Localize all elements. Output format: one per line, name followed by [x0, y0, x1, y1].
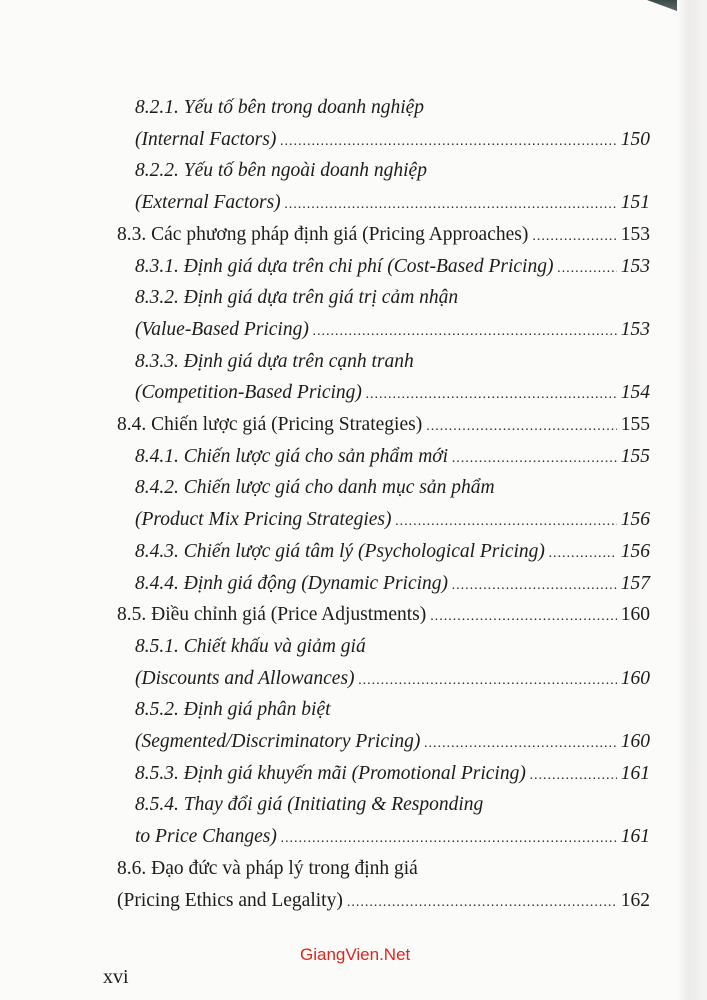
toc-entry-line	[135, 663, 650, 695]
toc-entry-title: 8.5.2. Định giá phân biệt	[135, 699, 331, 721]
toc-page-number: 157	[620, 572, 650, 594]
toc-entry-line	[135, 377, 650, 409]
toc-page-number: 161	[620, 762, 650, 784]
dot-leader	[426, 411, 617, 443]
toc-entry-title: 8.5.4. Thay đổi giá (Initiating & Responding	[135, 794, 484, 816]
toc-page-number: 161	[620, 826, 650, 848]
toc-page-number: 155	[620, 414, 650, 435]
toc-entry-line	[117, 219, 650, 251]
toc-entry-line	[135, 92, 650, 124]
toc-entry-title: (External Factors)	[135, 192, 281, 214]
toc-entry-line	[135, 441, 650, 473]
toc-page-number: 160	[620, 731, 650, 752]
toc-page-number: 162	[620, 889, 650, 911]
toc-entry-title: (Segmented/Discriminatory Pricing)	[135, 731, 421, 752]
dot-leader	[452, 570, 617, 602]
toc-entry-line	[135, 472, 650, 504]
dot-leader	[281, 823, 617, 855]
dot-leader	[313, 316, 617, 348]
toc-entry-title: 8.3. Các phương pháp định giá (Pricing Approaches)	[117, 223, 529, 245]
toc-entry-line	[135, 187, 650, 219]
toc-entry-line	[135, 504, 650, 536]
toc-page-number: 150	[620, 128, 650, 150]
toc-entry-title: (Pricing Ethics and Legality)	[117, 889, 343, 911]
toc-entry-line	[135, 758, 650, 790]
dot-leader	[530, 760, 617, 792]
toc-entry-line	[135, 155, 650, 187]
toc-page-number: 153	[620, 223, 650, 245]
toc-entry-title: 8.2.2. Yếu tố bên ngoài doanh nghiệp	[135, 160, 427, 182]
toc-page-number: 156	[620, 540, 650, 562]
toc-entry-title: (Value-Based Pricing)	[135, 318, 309, 340]
toc-entry-title: (Internal Factors)	[135, 128, 277, 150]
toc-entry-line	[135, 631, 650, 663]
dot-leader	[285, 189, 617, 221]
page-edge-shadow	[677, 0, 707, 1000]
toc-page-number: 151	[620, 192, 650, 214]
toc-entry-title: 8.4.3. Chiến lược giá tâm lý (Psychological Pricing)	[135, 540, 545, 562]
toc-entry-title: 8.4.4. Định giá động (Dynamic Pricing)	[135, 572, 449, 594]
toc-entry-title: 8.5.1. Chiết khấu và giảm giá	[135, 635, 366, 657]
toc-entry-title: 8.5.3. Định giá khuyến mãi (Promotional Pricing)	[135, 762, 526, 784]
toc-page-number: 160	[620, 667, 650, 689]
toc-entry-title: 8.4.1. Chiến lược giá cho sản phẩm mới	[135, 445, 449, 467]
toc-entry-line	[135, 694, 650, 726]
dot-leader	[280, 126, 616, 158]
toc-entry-line	[135, 568, 650, 600]
toc-entry-title: 8.4. Chiến lược giá (Pricing Strategies)	[117, 414, 423, 435]
dot-leader	[366, 379, 617, 411]
toc-entry-line	[135, 124, 650, 156]
dot-leader	[532, 221, 616, 253]
toc-entry-title: 8.4.2. Chiến lược giá cho danh mục sản phẩm	[135, 477, 495, 499]
toc-page-number: 156	[620, 509, 650, 531]
toc-page-number: 154	[620, 382, 650, 404]
toc-entry-title: to Price Changes)	[135, 826, 277, 848]
toc-entry-title: 8.6. Đạo đức và pháp lý trong định giá	[117, 857, 418, 879]
toc-entry-line	[117, 409, 650, 441]
dot-leader	[430, 601, 617, 633]
toc-entry-line	[135, 251, 650, 283]
toc-entry-line	[135, 536, 650, 568]
toc-entry-line	[117, 599, 650, 631]
dot-leader	[452, 443, 617, 475]
toc-entry-line	[135, 726, 650, 758]
toc-entry-line	[135, 789, 650, 821]
dot-leader	[557, 253, 616, 285]
toc-entry-title: 8.3.3. Định giá dựa trên cạnh tranh	[135, 350, 414, 372]
toc-entry-line	[135, 346, 650, 378]
toc-entry-line	[135, 821, 650, 853]
page-number: xvi	[103, 966, 129, 988]
toc-page-number: 160	[620, 604, 650, 626]
toc-entry-line	[117, 853, 650, 885]
dot-leader	[359, 665, 617, 697]
toc-entry-line	[135, 314, 650, 346]
toc-entry-title: (Discounts and Allowances)	[135, 667, 355, 689]
toc-entry-title: (Competition-Based Pricing)	[135, 382, 362, 404]
toc-entry-line	[135, 282, 650, 314]
dot-leader	[396, 506, 617, 538]
dot-leader	[549, 538, 617, 570]
toc-page-number: 153	[620, 255, 650, 277]
toc-entry-title: (Product Mix Pricing Strategies)	[135, 509, 392, 531]
toc-entry-title: 8.3.2. Định giá dựa trên giá trị cảm nhận	[135, 287, 459, 309]
dot-leader	[424, 728, 616, 760]
watermark: GiangVien.Net	[300, 945, 411, 964]
toc-entry-title: 8.5. Điều chỉnh giá (Price Adjustments)	[117, 604, 427, 626]
toc-entry-line	[117, 885, 650, 917]
toc-page-number: 155	[620, 445, 650, 467]
toc-entry-title: 8.2.1. Yếu tố bên trong doanh nghiệp	[135, 97, 425, 118]
toc-page-number: 153	[620, 318, 650, 340]
dot-leader	[347, 887, 617, 919]
toc-entry-title: 8.3.1. Định giá dựa trên chi phí (Cost-Based Pricing)	[135, 255, 554, 277]
